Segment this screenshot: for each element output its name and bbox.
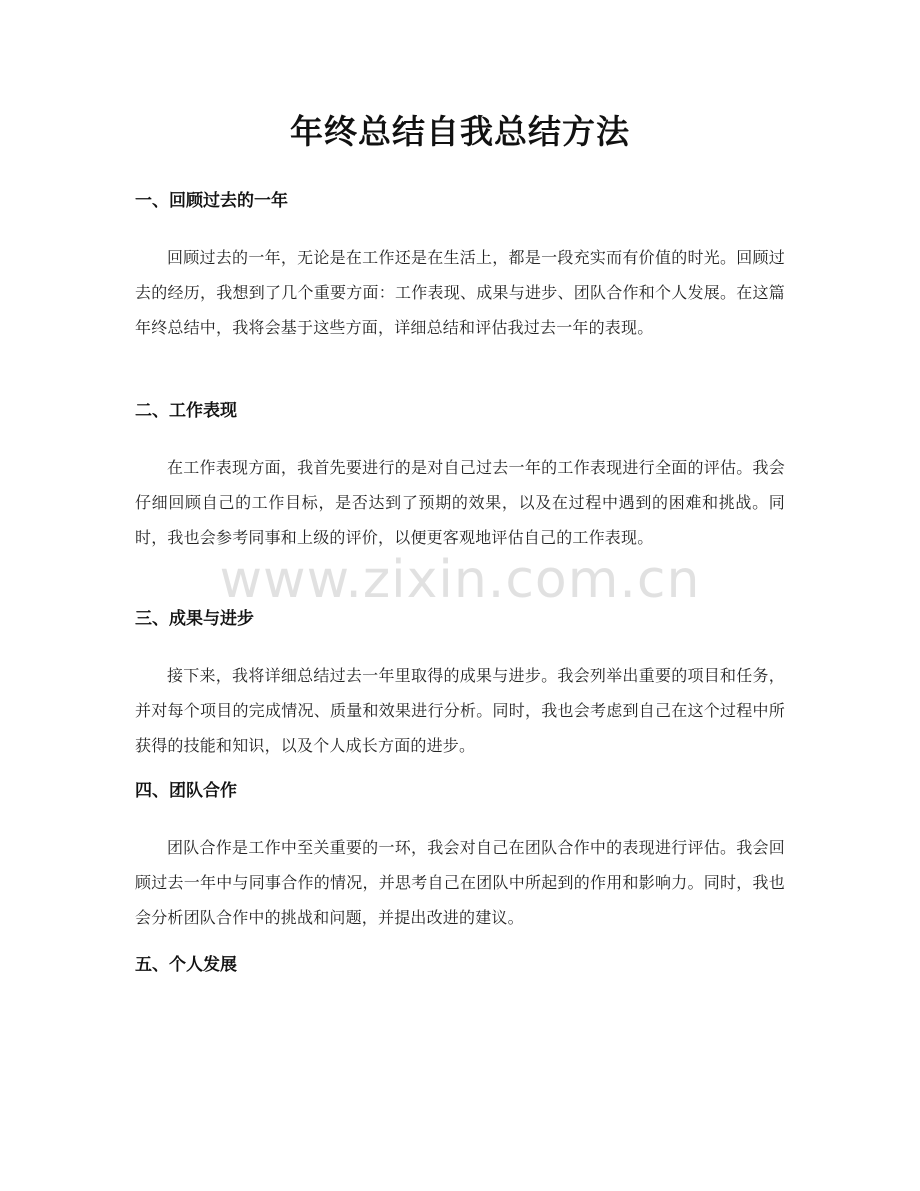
watermark: www.zixin.com.cn xyxy=(219,550,701,610)
document-title: 年终总结自我总结方法 xyxy=(290,112,630,151)
section-achievements-progress xyxy=(135,606,785,763)
section-heading: 二、工作表现 xyxy=(135,401,237,421)
section-teamwork xyxy=(135,778,785,935)
section-heading: 三、成果与进步 xyxy=(135,609,254,629)
section-heading: 四、团队合作 xyxy=(135,781,237,801)
section-personal-development xyxy=(135,952,785,978)
section-paragraph: 接下来，我将详细总结过去一年里取得的成果与进步。我会列举出重要的项目和任务，并对每个项目的完成情况、质量和效果进行分析。同时，我也会考虑到自己在这个过程中所获得的技能和知识，以及个人成长方面的进步。 xyxy=(135,666,785,755)
section-paragraph: 团队合作是工作中至关重要的一环，我会对自己在团队合作中的表现进行评估。我会回顾过去一年中与同事合作的情况，并思考自己在团队中所起到的作用和影响力。同时，我也会分析团队合作中的挑战和问题，并提出改进的建议。 xyxy=(135,838,785,927)
section-paragraph: 回顾过去的一年，无论是在工作还是在生活上，都是一段充实而有价值的时光。回顾过去的经历，我想到了几个重要方面：工作表现、成果与进步、团队合作和个人发展。在这篇年终总结中，我将会基于这些方面，详细总结和评估我过去一年的表现。 xyxy=(135,248,785,337)
section-paragraph: 在工作表现方面，我首先要进行的是对自己过去一年的工作表现进行全面的评估。我会仔细回顾自己的工作目标，是否达到了预期的效果，以及在过程中遇到的困难和挑战。同时，我也会参考同事和上级的评价，以便更客观地评估自己的工作表现。 xyxy=(135,458,785,547)
section-review-past-year xyxy=(135,188,785,345)
section-heading: 一、回顾过去的一年 xyxy=(135,191,288,211)
section-work-performance xyxy=(135,398,785,555)
section-heading: 五、个人发展 xyxy=(135,955,237,975)
